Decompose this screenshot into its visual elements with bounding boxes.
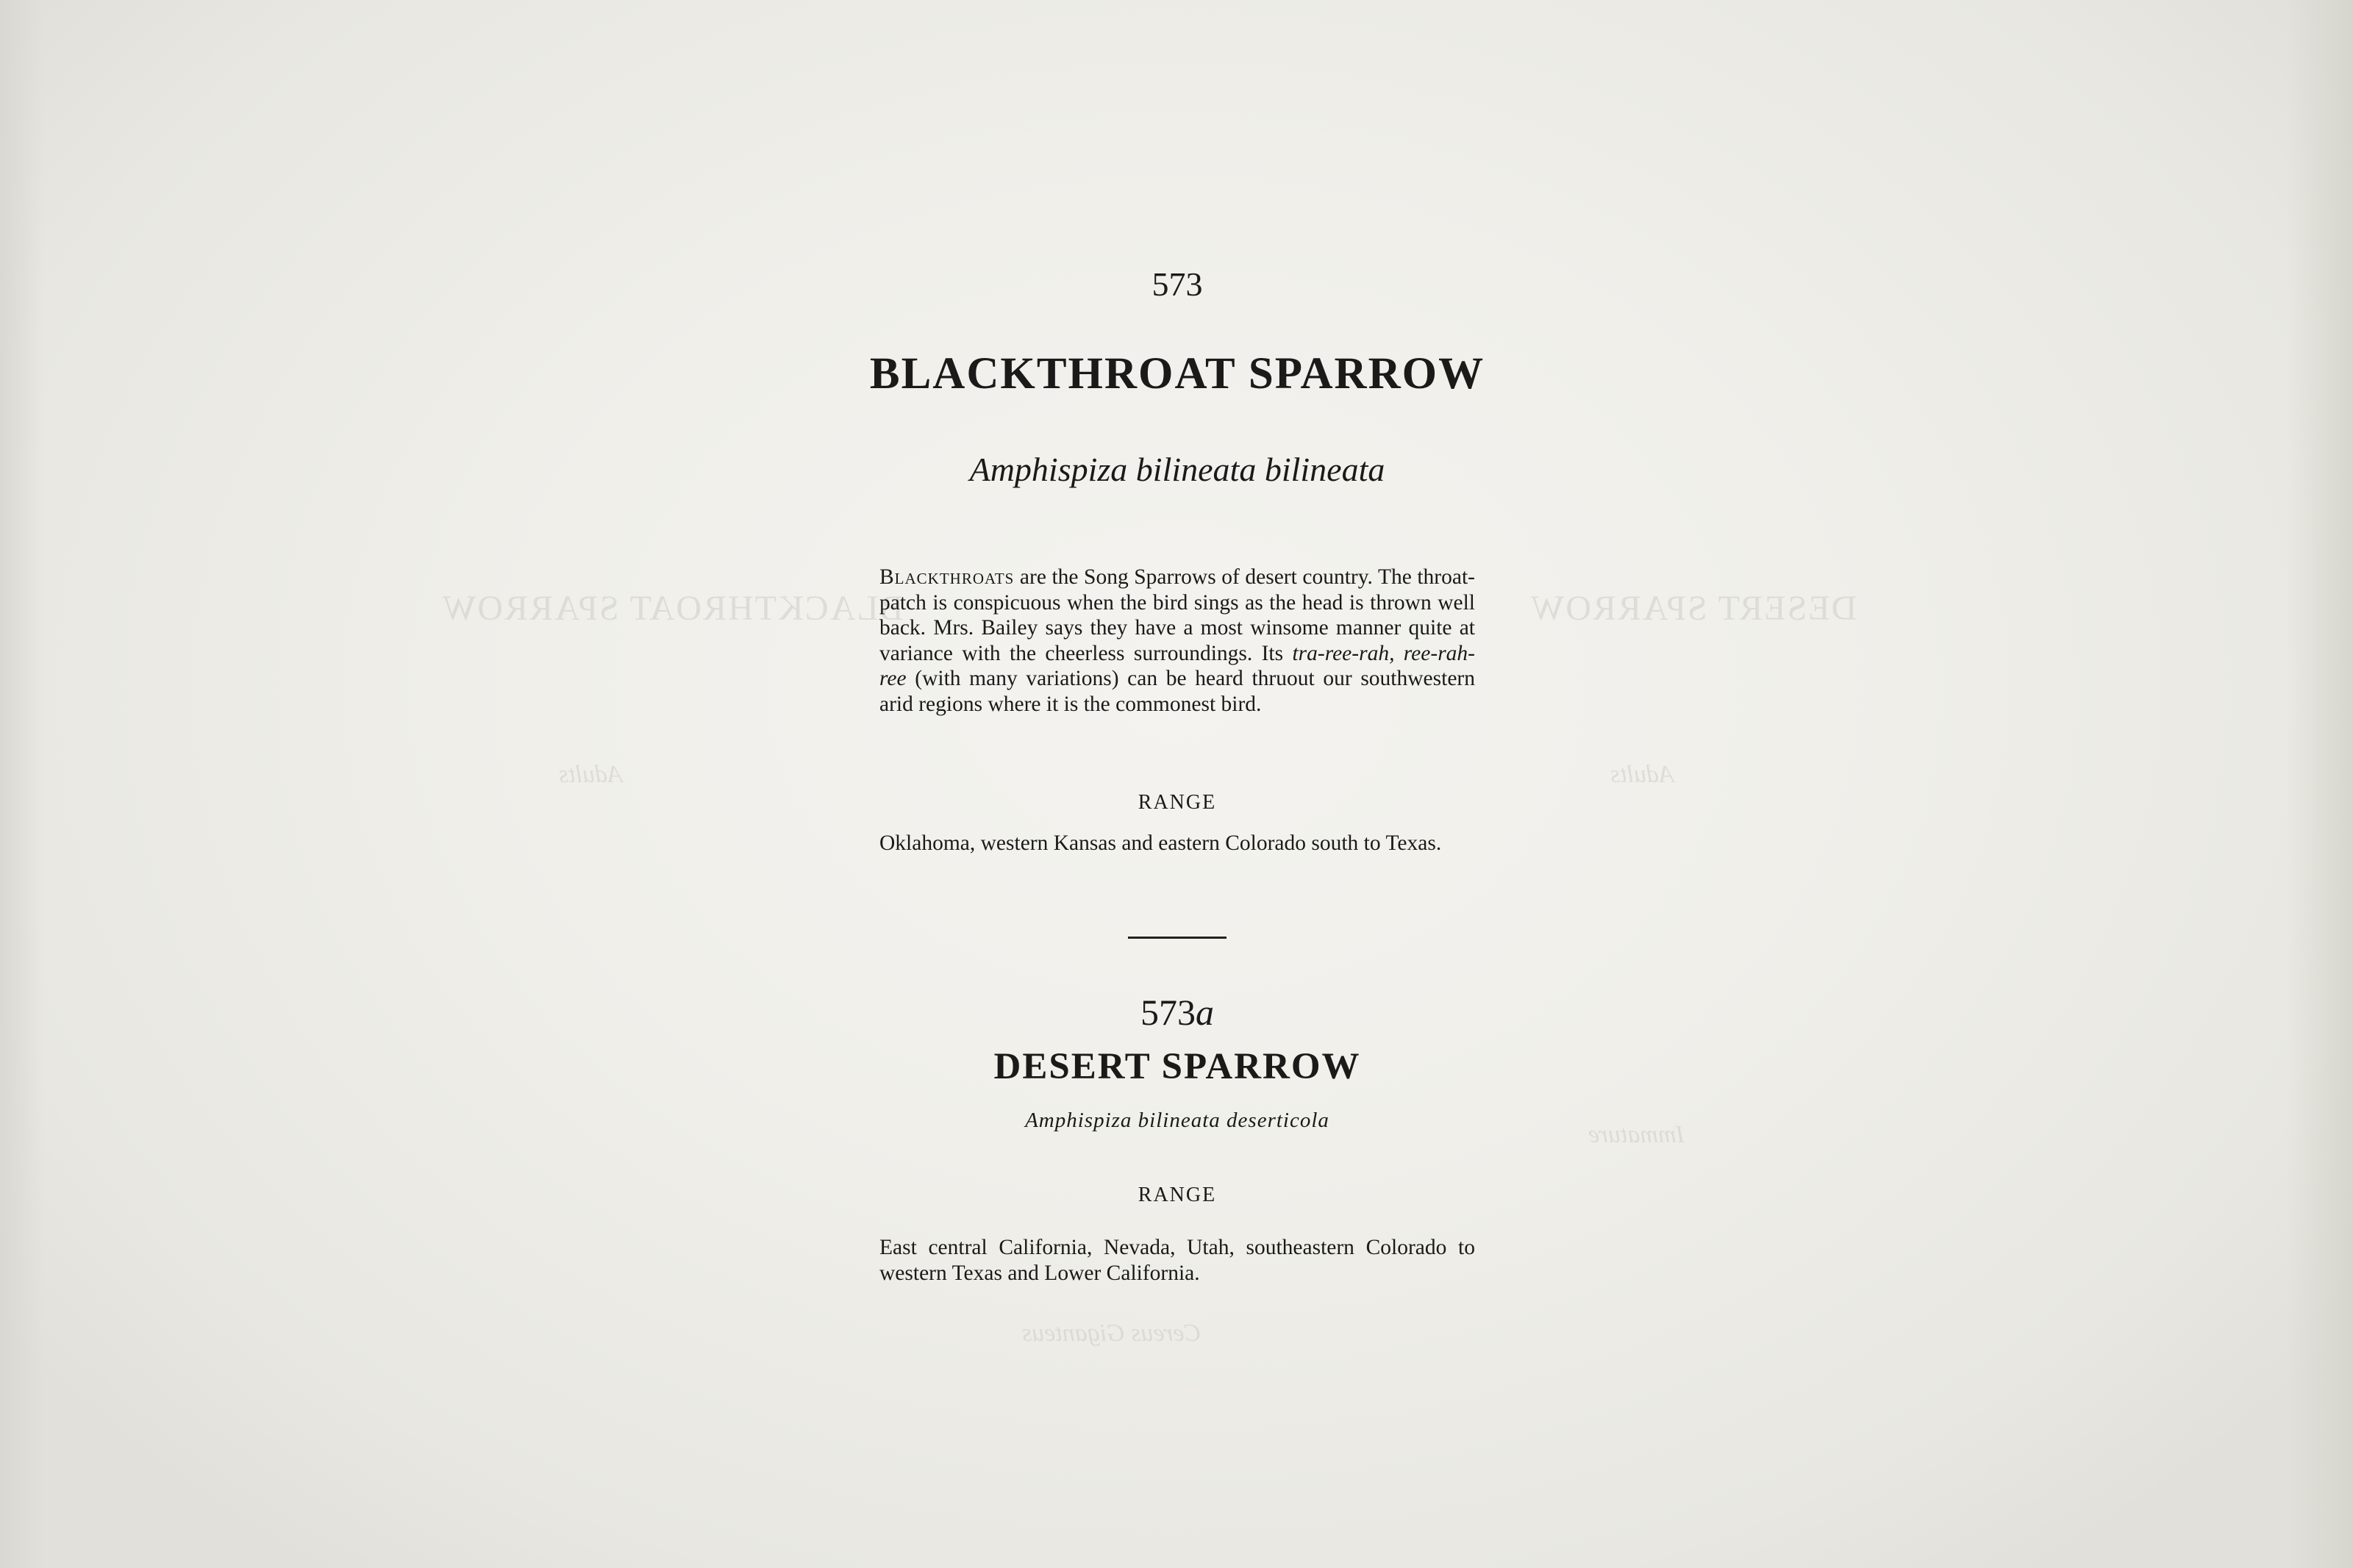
range-text: Oklahoma, western Kansas and eastern Colorado south to Texas. [879,831,1442,855]
bleed-through-bottom-caption: Cereus Giganteus [1022,1320,1202,1347]
description-lead-in: Blackthroats [879,565,1015,589]
page-edge-right [2287,0,2353,1568]
bleed-through-right-title: DESERT SPARROW [1529,589,1857,628]
scientific-name: Amphispiza bilineata bilineata [969,451,1385,488]
entry-number: 573 [1151,265,1203,303]
description-text-2: (with many variations) can be heard thruout our southwestern arid regions where it is the commonest bird. [879,667,1475,716]
section-divider [1128,937,1227,939]
subspecies-number-suffix: a [1196,992,1214,1033]
bleed-through-left-title: BLACKTHROAT SPARROW [441,589,904,628]
subspecies-range-text: East central California, Nevada, Utah, southeastern Colorado to western Texas and Lower California. [879,1236,1475,1285]
subspecies-scientific-name: Amphispiza bilineata deserticola [1025,1109,1329,1132]
species-description [879,565,1475,717]
species-title: BLACKTHROAT SPARROW [869,349,1485,398]
song-transcription: tra-ree-rah, ree-rah-ree [879,641,1475,690]
bleed-through-immature-caption: Immature [1588,1121,1685,1148]
description-text-1: are the Song Sparrows of desert country. The throat-patch is conspicuous when the bird sings as the head is thrown well back. Mrs. Bailey says they have a most winsome manner quite at variance with the cheerless surroundings. Its [879,565,1475,665]
subspecies-range-heading: RANGE [1138,1184,1217,1206]
bleed-through-right-caption: Adults [1610,761,1674,788]
range-heading: RANGE [1138,791,1217,814]
bleed-through-left-caption: Adults [559,761,623,788]
subspecies-title: DESERT SPARROW [993,1046,1361,1087]
subspecies-number-digits: 573 [1140,992,1196,1033]
page-edge-left [0,0,44,1568]
subspecies-number [879,994,1475,1031]
